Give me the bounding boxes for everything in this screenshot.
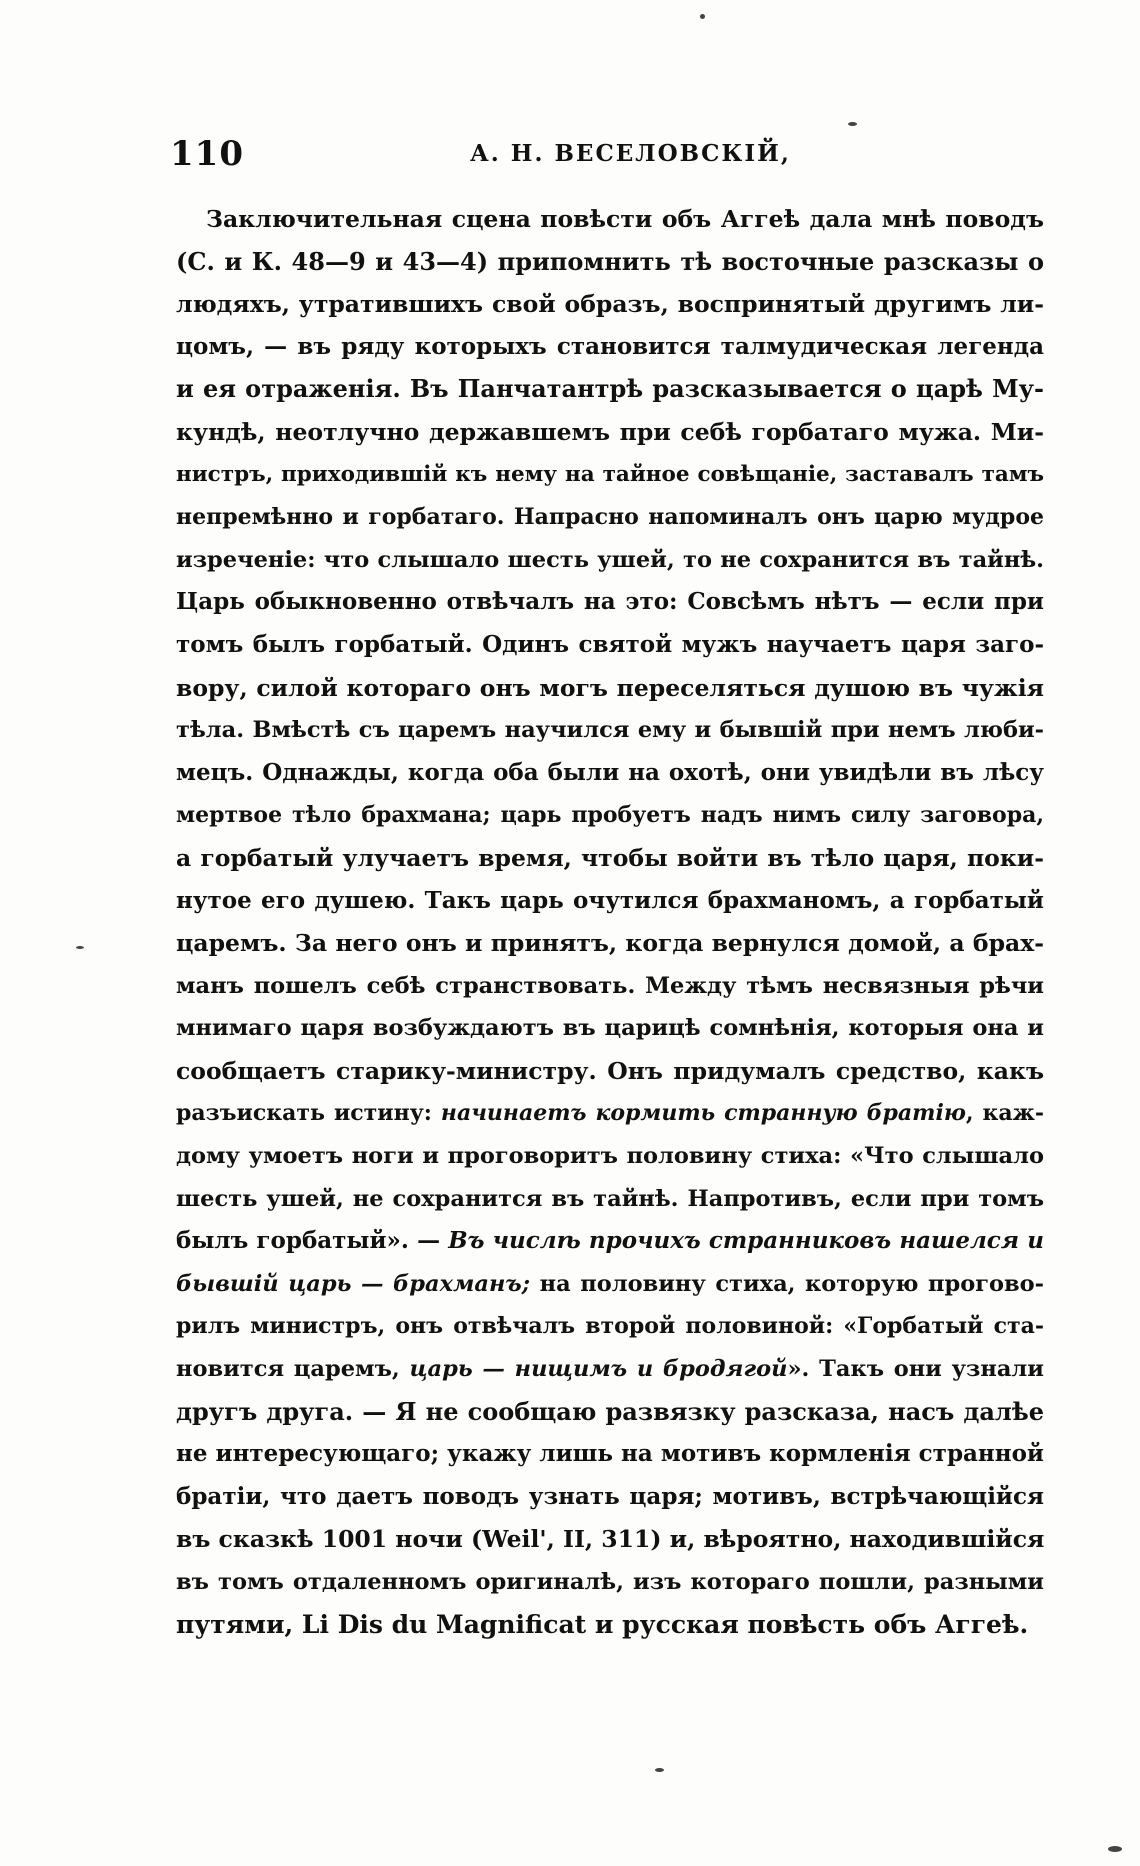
- text-segment: и ея отраженія. Въ Панчатантрѣ разсказывается о царѣ Му-: [176, 374, 1044, 404]
- text-line: [176, 752, 1044, 795]
- text-segment: рилъ министръ, онъ отвѣчалъ второй половиной: «Горбатый ста-: [176, 1313, 1044, 1340]
- text-line: [176, 411, 1044, 454]
- text-segment: новится царемъ,: [176, 1356, 410, 1383]
- page-header: [170, 134, 1040, 174]
- text-line: [176, 1518, 1044, 1561]
- text-segment: шесть ушей, не сохранится въ тайнѣ. Напротивъ, если при томъ: [176, 1185, 1044, 1212]
- running-head: А. Н. ВЕСЕЛОВСКІЙ,: [470, 140, 791, 167]
- text-segment: нутое его душею. Такъ царь очутился брахманомъ, а горбатый: [176, 886, 1044, 914]
- text-line: [176, 794, 1044, 837]
- text-segment: Заключительная сцена повѣсти объ Аггеѣ дала мнѣ поводъ: [206, 205, 1044, 233]
- text-segment: Царь обыкновенно отвѣчалъ на это: Совсѣмъ нѣтъ — если при: [176, 588, 1044, 616]
- text-segment: манъ пошелъ себѣ странствовать. Между тѣмъ несвязныя рѣчи: [176, 972, 1044, 999]
- text-line: [176, 1348, 1044, 1391]
- text-line: [176, 1220, 1044, 1263]
- text-segment: въ томъ отдаленномъ оригиналѣ, изъ котораго пошли, разными: [176, 1569, 1044, 1595]
- text-segment: томъ былъ горбатый. Одинъ святой мужъ научаетъ царя заго-: [176, 630, 1044, 658]
- text-line: [176, 1263, 1044, 1306]
- text-segment: нистръ, приходившій къ нему на тайное совѣщаніе, заставалъ тамъ: [176, 461, 1044, 487]
- text-line: [176, 368, 1044, 411]
- print-speck: [655, 1768, 664, 1772]
- text-line: [176, 1050, 1044, 1093]
- print-speck: [76, 946, 84, 949]
- text-line: [176, 1433, 1044, 1476]
- text-line: [176, 965, 1044, 1008]
- text-line: [176, 1604, 1044, 1647]
- text-line: [176, 241, 1044, 284]
- text-line: [176, 922, 1044, 965]
- text-segment: мнимаго царя возбуждаютъ въ царицѣ сомнѣнія, которыя она и: [176, 1015, 1044, 1042]
- text-line: [176, 1305, 1044, 1348]
- text-segment: въ сказкѣ 1001 ночи (Weil', II, 311) и, вѣроятно, находившійся: [176, 1525, 1044, 1554]
- text-segment: мецъ. Однажды, когда оба были на охотѣ, они увидѣли въ лѣсу: [176, 758, 1044, 786]
- text-segment: на половину стиха, которую прогово-: [530, 1270, 1044, 1297]
- print-speck: [700, 14, 705, 19]
- text-segment: , каж-: [965, 1100, 1044, 1127]
- text-segment: царемъ. За него онъ и принятъ, когда вернулся домой, а брах-: [176, 929, 1044, 958]
- text-segment: не интересующаго; укажу лишь на мотивъ кормленія странной: [176, 1440, 1044, 1468]
- text-line: [176, 198, 1044, 241]
- text-line: [176, 581, 1044, 624]
- text-line: [176, 1476, 1044, 1519]
- text-line: [176, 1178, 1044, 1221]
- text-segment: кундѣ, неотлучно державшемъ при себѣ горбатаго мужа. Ми-: [176, 417, 1044, 446]
- text-segment: путями, Li Dis du Magnificat и русская повѣсть объ Аггеѣ.: [176, 1609, 1029, 1639]
- text-line: [176, 539, 1044, 582]
- text-segment: тѣла. Вмѣстѣ съ царемъ научился ему и бывшій при немъ люби-: [176, 717, 1044, 744]
- text-line: [176, 667, 1044, 710]
- italic-text: Въ числѣ прочихъ странниковъ нашелся и: [448, 1227, 1044, 1255]
- text-line: [176, 624, 1044, 667]
- text-line: [176, 1007, 1044, 1050]
- text-segment: изреченіе: что слышало шесть ушей, то не сохранится въ тайнѣ.: [176, 546, 1044, 573]
- text-line: [176, 880, 1044, 923]
- print-speck: [848, 122, 857, 126]
- text-segment: цомъ, — въ ряду которыхъ становится талмудическая легенда: [176, 332, 1044, 360]
- text-line: [176, 837, 1044, 880]
- text-segment: ». Такъ они узнали: [787, 1356, 1044, 1383]
- text-line: [176, 496, 1044, 539]
- text-line: [176, 709, 1044, 752]
- body-text: [176, 198, 1044, 1646]
- text-segment: непремѣнно и горбатаго. Напрасно напоминалъ онъ царю мудрое: [176, 504, 1044, 531]
- text-line: [176, 326, 1044, 369]
- text-segment: другъ друга. — Я не сообщаю развязку разсказа, насъ далѣе: [176, 1396, 1044, 1426]
- text-segment: вору, силой котораго онъ могъ переселяться душою въ чужія: [176, 673, 1044, 702]
- page-number: 110: [170, 134, 244, 174]
- text-segment: а горбатый улучаетъ время, чтобы войти въ тѣло царя, поки-: [176, 843, 1044, 872]
- text-segment: разъискать истину:: [176, 1100, 441, 1127]
- print-speck: [1108, 1846, 1122, 1852]
- text-line: [176, 283, 1044, 326]
- text-segment: былъ горбатый». —: [176, 1227, 449, 1255]
- text-line: [176, 1135, 1044, 1178]
- text-line: [176, 1092, 1044, 1135]
- text-line: [176, 454, 1044, 497]
- text-segment: (С. и К. 48—9 и 43—4) припомнить тѣ восточные разсказы о: [176, 246, 1044, 276]
- text-segment: братіи, что даетъ поводъ узнать царя; мотивъ, встрѣчающійся: [176, 1482, 1044, 1510]
- text-segment: сообщаетъ старику-министру. Онъ придумалъ средство, какъ: [176, 1056, 1044, 1085]
- italic-text: бывшій царь — брахманъ;: [176, 1270, 531, 1297]
- italic-text: царь — нищимъ и бродягой: [409, 1356, 788, 1383]
- text-line: [176, 1561, 1044, 1604]
- text-segment: мертвое тѣло брахмана; царь пробуетъ надъ нимъ силу заговора,: [176, 802, 1044, 829]
- text-line: [176, 1391, 1044, 1434]
- text-segment: людяхъ, утратившихъ свой образъ, воспринятый другимъ ли-: [176, 290, 1044, 319]
- text-segment: дому умоетъ ноги и проговоритъ половину стиха: «Что слышало: [176, 1143, 1044, 1170]
- italic-text: начинаетъ кормить странную братію: [440, 1100, 966, 1127]
